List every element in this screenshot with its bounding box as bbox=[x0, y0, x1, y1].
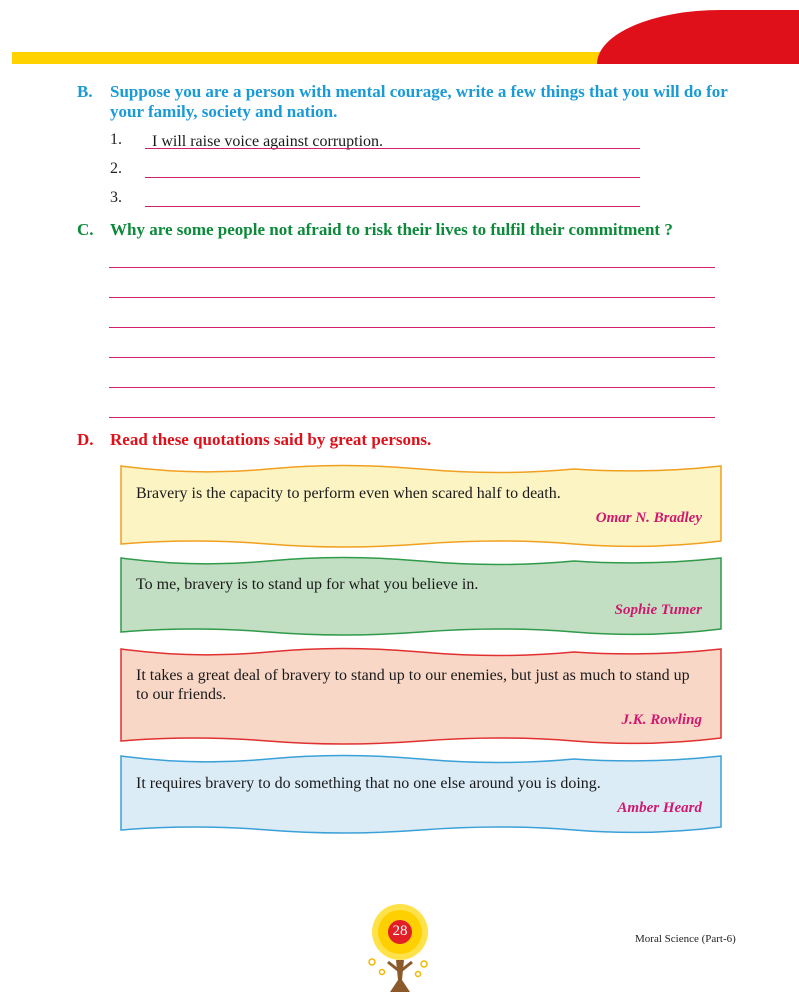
answer-text: I will raise voice against corruption. bbox=[152, 133, 384, 150]
book-title: Moral Science (Part-6) bbox=[635, 933, 736, 945]
answer-line[interactable] bbox=[145, 206, 640, 207]
quote-author: Amber Heard bbox=[617, 800, 702, 816]
section-b-question: Suppose you are a person with mental courage, write a few things that you will do for your family, society and nation. bbox=[110, 82, 728, 121]
answer-line[interactable] bbox=[145, 177, 640, 178]
item-number: 1. bbox=[110, 131, 122, 148]
quote-card bbox=[118, 462, 724, 548]
answer-line[interactable] bbox=[109, 417, 715, 418]
section-d-letter: D. bbox=[77, 430, 94, 449]
page-number: 28 bbox=[392, 923, 408, 939]
quote-text: It takes a great deal of bravery to stand up to our enemies, but just as much to stand up to our friends. bbox=[136, 667, 690, 703]
section-b-letter: B. bbox=[77, 82, 93, 101]
quote-card bbox=[118, 645, 724, 745]
section-c-letter: C. bbox=[77, 220, 94, 239]
quote-author: J.K. Rowling bbox=[621, 712, 702, 728]
quote-author: Sophie Tumer bbox=[614, 602, 702, 618]
quote-card bbox=[118, 752, 724, 834]
header-red-shape bbox=[597, 10, 799, 64]
answer-line[interactable] bbox=[109, 387, 715, 388]
section-d-title: Read these quotations said by great persons. bbox=[110, 430, 432, 449]
quote-text: It requires bravery to do something that no one else around you is doing. bbox=[136, 775, 601, 792]
page-number-badge bbox=[360, 900, 440, 995]
scroll-frame bbox=[118, 462, 724, 548]
section-c-question: Why are some people not afraid to risk their lives to fulfil their commitment ? bbox=[110, 220, 673, 239]
answer-line[interactable] bbox=[109, 297, 715, 298]
answer-line[interactable] bbox=[109, 267, 715, 268]
quote-author: Omar N. Bradley bbox=[595, 510, 702, 526]
quote-text: To me, bravery is to stand up for what you believe in. bbox=[136, 576, 479, 593]
quote-card bbox=[118, 554, 724, 636]
scroll-frame bbox=[118, 752, 724, 834]
answer-line[interactable] bbox=[109, 327, 715, 328]
scroll-frame bbox=[118, 554, 724, 636]
item-number: 2. bbox=[110, 160, 122, 177]
tree-icon bbox=[360, 900, 440, 995]
quote-text: Bravery is the capacity to perform even when scared half to death. bbox=[136, 485, 561, 502]
answer-line[interactable] bbox=[109, 357, 715, 358]
answer-line[interactable] bbox=[145, 148, 640, 149]
item-number: 3. bbox=[110, 189, 122, 206]
